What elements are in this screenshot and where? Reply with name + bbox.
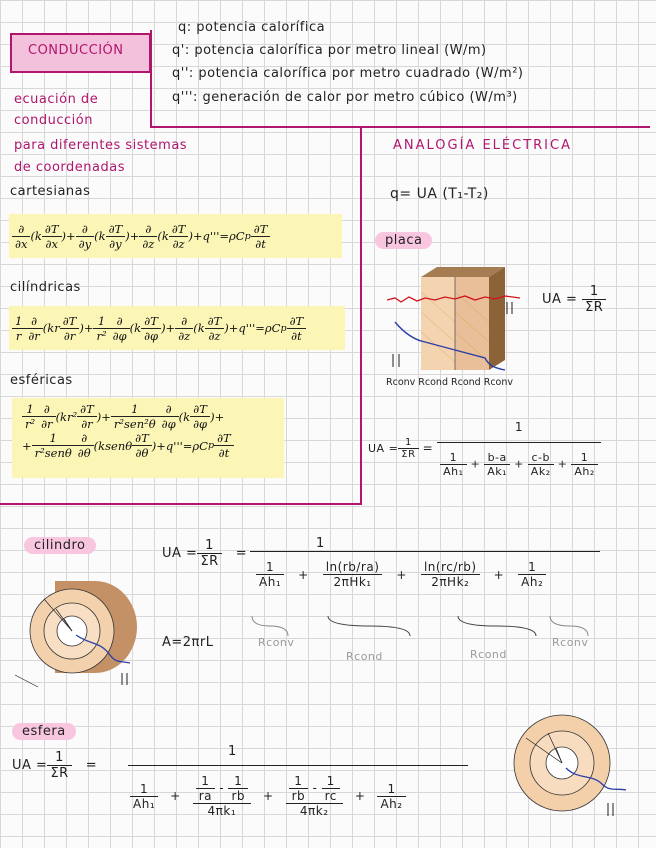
sphere-ua-short: UA = $\frac{1}{\Sigma R}$ = bbox=[12, 750, 98, 781]
cylinder-fraction-line bbox=[250, 551, 600, 552]
definition-2: q': potencia calorífica por metro lineal (W/m) bbox=[172, 43, 487, 58]
cyl-label-rconv-2: Rconv bbox=[552, 636, 589, 649]
ua-label-3: UA = bbox=[162, 546, 198, 561]
spherical-equation: 1 r² ∂ ∂r (kr² ∂T ∂r )+ 1 r²sen²θ ∂ ∂φ (k ∂T ∂φ )+ + 1 r²senθ ∂ ∂θ (ksenθ ∂T ∂θ )+q'''=ρC p ∂T ∂t bbox=[12, 398, 284, 478]
cyl-label-rcond-2: Rcond bbox=[470, 648, 507, 661]
cylindrical-equation: 1 r ∂ ∂r (kr ∂T ∂r )+ 1 r² ∂ ∂φ (k ∂T ∂φ )+ ∂ ∂z (k ∂T ∂z )+q'''=ρC p ∂T ∂t bbox=[9, 306, 345, 350]
ua-label-2: UA = bbox=[368, 441, 399, 455]
sphere-diagram bbox=[500, 708, 640, 823]
left-section-vline bbox=[360, 128, 362, 504]
cartesian-label: cartesianas bbox=[10, 184, 91, 199]
ua-fraction-2: $\frac{1}{\Sigma R}$ bbox=[398, 437, 418, 460]
heat-rate-formula: q= UA (T₁-T₂) bbox=[390, 186, 489, 202]
sphere-denominator: 1 Ah₁ + $\frac{1}{ra}$ - $\frac{1}{rb}$ 4πk₁ + $\frac{1}{rb}$ - $\frac{1}{rc}$ 4πk₂ + $\frac{1}{\text{Ah₂}}$ bbox=[130, 774, 406, 818]
cylinder-numerator: 1 bbox=[316, 536, 325, 551]
placa-ua-short bbox=[542, 284, 606, 315]
placa-label: placa bbox=[375, 232, 432, 249]
left-section-hline bbox=[0, 503, 362, 505]
definition-3: q'': potencia calorífica por metro cuadrado (W/m²) bbox=[172, 66, 524, 81]
placa-ua-expanded: UA = $\frac{1}{\Sigma R}$ = 1 $\frac{1}{\text{Ah₁}}$ + $\frac{b-a}{\text{Ak₁}}$ + $\frac{c-b}{\text{Ak₂}}$ + $\frac{1}{\text{Ah₂}}$ bbox=[368, 418, 601, 478]
cylinder-ua-short: UA = $\frac{1}{\Sigma R}$ = bbox=[162, 538, 248, 569]
cilindro-label: cilindro bbox=[24, 537, 96, 554]
cylinder-area: A=2πrL bbox=[162, 635, 214, 650]
heading-line-2: conducción bbox=[14, 113, 93, 128]
page-title: CONDUCCIÓN bbox=[28, 43, 124, 58]
ua-label-1: UA = bbox=[542, 292, 578, 307]
plate-diagram bbox=[385, 262, 535, 382]
heading-line-4: de coordenadas bbox=[14, 160, 125, 175]
cylindrical-label: cilíndricas bbox=[10, 280, 81, 295]
ua-fraction-4: $\frac{1}{\Sigma R}$ bbox=[47, 750, 71, 781]
ua-fraction-3: $\frac{1}{\Sigma R}$ bbox=[197, 538, 221, 569]
sphere-numerator: 1 bbox=[228, 744, 237, 759]
cyl-label-rcond-1: Rcond bbox=[346, 650, 383, 663]
spherical-label: esféricas bbox=[10, 373, 73, 388]
ua-label-4: UA = bbox=[12, 758, 48, 773]
definition-4: q''': generación de calor por metro cúbico (W/m³) bbox=[172, 90, 518, 105]
ua-fraction-1: $\frac{1}{\Sigma R}$ bbox=[582, 284, 606, 315]
header-hline bbox=[150, 126, 650, 128]
definition-1: q: potencia calorífica bbox=[178, 20, 326, 35]
placa-big-fraction: 1 $\frac{1}{\text{Ah₁}}$ + $\frac{b-a}{\text{Ak₁}}$ + $\frac{c-b}{\text{Ak₂}}$ + $\frac{1}{\text{Ah₂}}$ bbox=[437, 418, 601, 478]
cyl-label-rconv-1: Rconv bbox=[258, 636, 295, 649]
resistance-labels: Rconv Rcond Rcond Rconv bbox=[386, 377, 513, 388]
heading-line-1: ecuación de bbox=[14, 92, 99, 107]
heading-line-3: para diferentes sistemas bbox=[14, 138, 188, 153]
esfera-label: esfera bbox=[12, 723, 76, 740]
cartesian-equation: ∂ ∂x (k ∂T ∂x )+ ∂ ∂y (k ∂T ∂y )+ ∂ ∂z (k ∂T ∂z )+q'''=ρC p ∂T ∂t bbox=[9, 214, 342, 258]
header-vline bbox=[150, 30, 152, 128]
analogy-heading: ANALOGÍA ELÉCTRICA bbox=[393, 138, 572, 153]
cylinder-diagram bbox=[10, 575, 150, 690]
cylinder-denominator: 1 Ah₁ + ln(rb/ra) 2πHk₁ + ln(rc/rb) 2πHk₂ + $\frac{1}{\text{Ah₂}}$ bbox=[256, 560, 546, 589]
sphere-fraction-line bbox=[128, 765, 468, 766]
